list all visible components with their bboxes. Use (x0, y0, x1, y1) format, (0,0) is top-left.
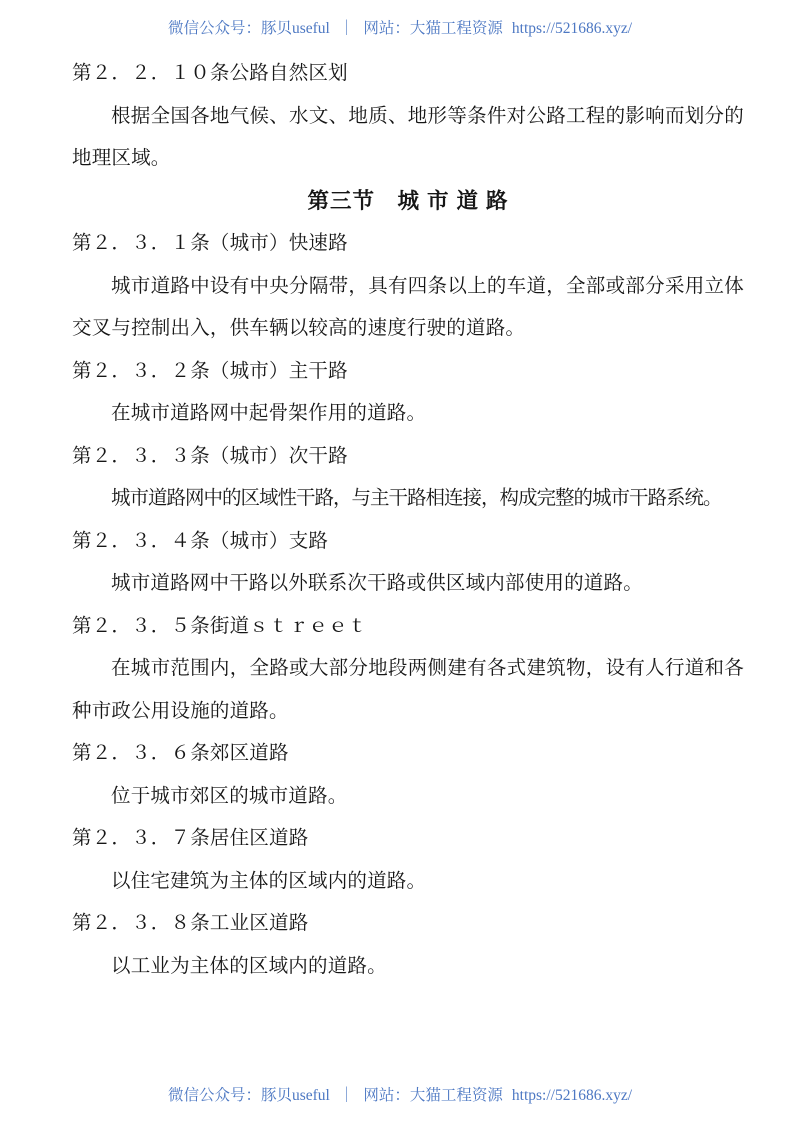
watermark-separator: ｜ (338, 1087, 355, 1104)
article-heading-2-3-3: 第２．３．３条（城市）次干路 (72, 444, 348, 467)
article-heading-2-3-5: 第２．３．５条街道ｓｔｒｅｅｔ (72, 614, 368, 637)
article-heading-2-3-4: 第２．３．４条（城市）支路 (72, 529, 329, 552)
paragraph-arterial-road: 在城市道路网中起骨架作用的道路。 (111, 402, 427, 424)
article-heading-2-3-8: 第２．３．８条工业区道路 (72, 912, 309, 934)
paragraph-highway-natural-zoning: 根据全国各地气候、水文、地质、地形等条件对公路工程的影响而划分的地理区域。 (72, 104, 744, 169)
article-heading-2-3-1: 第２．３．１条（城市）快速路 (72, 232, 348, 254)
paragraph-secondary-arterial-road: 城市道路网中的区域性干路，与主干路相连接，构成完整的城市干路系统。 (111, 487, 722, 509)
paragraph-industrial-road: 以工业为主体的区域内的道路。 (111, 954, 387, 977)
wechat-account-label: 微信公众号：豚贝useful (167, 20, 330, 37)
section-heading-urban-roads: 第三节 城 市 道 路 (307, 188, 509, 213)
article-heading-2-3-2: 第２．３．２条（城市）主干路 (72, 359, 348, 382)
watermark-separator: ｜ (338, 20, 355, 37)
article-heading-2-3-6: 第２．３．６条郊区道路 (72, 742, 289, 764)
document-body (72, 52, 744, 987)
paragraph-expressway: 城市道路中设有中央分隔带，具有四条以上的车道，全部或部分采用立体交叉与控制出入，供车辆以较高的速度行驶的道路。 (72, 274, 744, 339)
site-name-label: 网站：大猫工程资源 (363, 1087, 503, 1104)
wechat-account-label: 微信公众号：豚贝useful (167, 1087, 330, 1104)
footer-watermark (0, 1085, 800, 1107)
header-watermark (0, 18, 800, 40)
paragraph-residential-road: 以住宅建筑为主体的区域内的道路。 (111, 869, 427, 892)
site-url-link[interactable]: https://521686.xyz/ (511, 1087, 633, 1104)
paragraph-suburban-road: 位于城市郊区的城市道路。 (111, 784, 348, 807)
paragraph-branch-road: 城市道路网中干路以外联系次干路或供区域内部使用的道路。 (111, 572, 643, 594)
paragraph-street: 在城市范围内，全路或大部分地段两侧建有各式建筑物，设有人行道和各种市政公用设施的道路。 (72, 657, 744, 722)
site-name-label: 网站：大猫工程资源 (363, 20, 503, 37)
article-heading-2-2-10: 第２．２．１０条公路自然区划 (72, 62, 348, 84)
site-url-link[interactable]: https://521686.xyz/ (511, 20, 633, 37)
article-heading-2-3-7: 第２．３．７条居住区道路 (72, 827, 309, 849)
